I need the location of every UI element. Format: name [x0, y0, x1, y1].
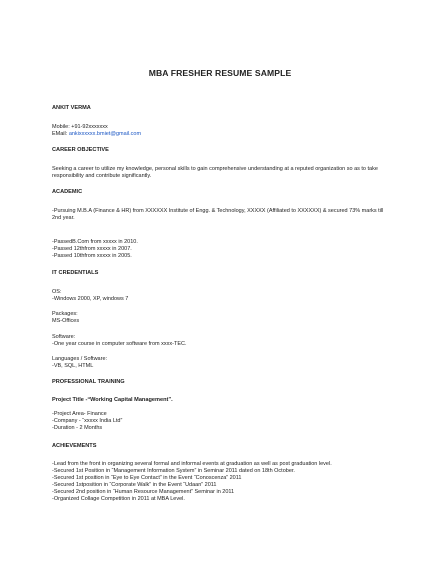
achievement-item: -Lead from the front in organizing several formal and informal events at graduation as well as post graduation level. — [52, 461, 332, 467]
software-value: -One year course in computer software from xxxx-TEC. — [52, 341, 187, 347]
software-block — [52, 334, 186, 348]
packages-block — [52, 311, 79, 325]
email-line — [52, 131, 141, 138]
career-objective-heading: CAREER OBJECTIVE — [52, 147, 109, 153]
academic-item: -Passed 10thfrom xxxxx in 2005. — [52, 253, 132, 259]
project-detail: -Project Area- Finance — [52, 411, 107, 417]
achievement-item: -Organized Collage Competition in 2011 at MBA Level. — [52, 496, 185, 502]
email-link[interactable]: ankixxxxxx.bmiet@gmail.com — [68, 131, 142, 137]
packages-label: Packages: — [52, 311, 78, 317]
candidate-name: ANKIT VERMA — [52, 105, 91, 111]
achievements-list — [52, 461, 332, 503]
achievement-item: -Secured 1stposition in “Corporate Walk” in the Event “Udaan” 2011 — [52, 482, 217, 488]
achievement-item: -Secured 1st Position in “Management Information System” in Seminar 2011 dated on 18th October. — [52, 468, 295, 474]
languages-label: Languages / Software: — [52, 356, 108, 362]
project-detail: -Company - “xxxxx India Ltd” — [52, 418, 123, 424]
academic-item: -Passed 12thfrom xxxxx in 2007. — [52, 246, 132, 252]
languages-block — [52, 356, 107, 370]
project-detail: -Duration - 2 Months — [52, 425, 103, 431]
career-objective-text: Seeking a career to utilize my knowledge, personal skills to gain comprehensive understanding at a reputed organization so as to take responsibility and contribute significantly. — [52, 166, 378, 179]
os-block — [52, 289, 128, 303]
it-credentials-heading: IT CREDENTIALS — [52, 270, 99, 276]
email-label: EMail: — [52, 131, 69, 137]
mobile-text: Mobile: +91-92xxxxxxx — [52, 124, 108, 130]
academic-main: -Pursuing M.B.A (Finance & HR) from XXXXXX Institute of Engg. & Technology, XXXXX (Affiliated to XXXXXX) & secured 73% marks till 2nd year. — [52, 208, 384, 221]
project-title: Project Title -“Working Capital Management”. — [52, 397, 173, 403]
achievement-item: -Secured 1st position in “Eye to Eye Contact” in the Event “Conoscenza” 2011 — [52, 475, 242, 481]
project-details — [52, 411, 122, 432]
os-label: OS: — [52, 289, 62, 295]
languages-value: -VB, SQL, HTML — [52, 363, 94, 369]
academic-item: -PassedB.Com from xxxxx in 2010. — [52, 239, 138, 245]
professional-training-heading: PROFESSIONAL TRAINING — [52, 379, 125, 385]
achievement-item: -Secured 2nd position in “Human Resource Management” Seminar in 2011 — [52, 489, 235, 495]
software-label: Software: — [52, 334, 76, 340]
achievements-heading: ACHIEVEMENTS — [52, 443, 97, 449]
academic-heading: ACADEMIC — [52, 189, 83, 195]
document-title: MBA FRESHER RESUME SAMPLE — [148, 68, 292, 78]
contact-block — [52, 124, 141, 138]
academic-list — [52, 239, 138, 260]
packages-value: MS-Offices — [52, 318, 80, 324]
os-value: -Windows 2000, XP, windows 7 — [52, 296, 129, 302]
